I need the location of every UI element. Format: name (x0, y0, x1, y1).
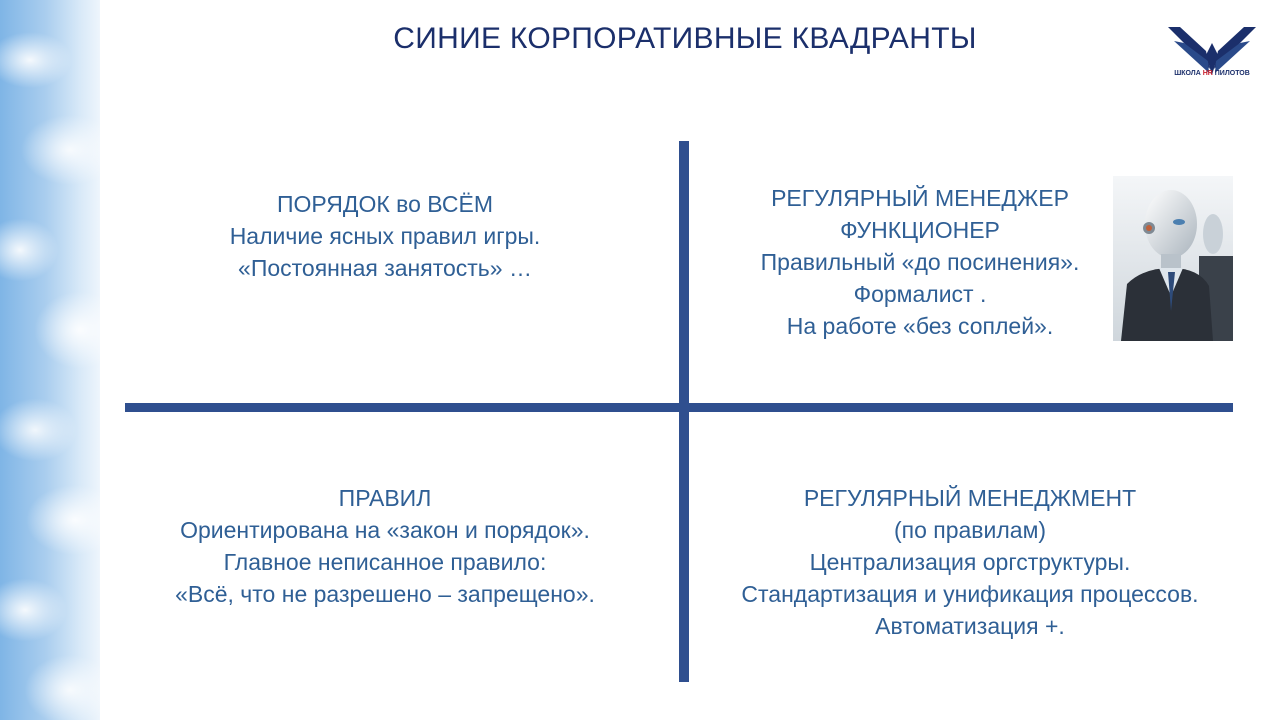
quadrant-top-left (140, 188, 630, 284)
logo-caption-part2: ПИЛОТОВ (1212, 70, 1250, 77)
horizontal-axis (125, 403, 1233, 412)
logo-caption-part1: ШКОЛА (1174, 70, 1203, 77)
quadrant-line: ФУНКЦИОНЕР (840, 217, 1000, 243)
quadrant-line: «Всё, что не разрешено – запрещено». (175, 581, 595, 607)
logo-caption-hr: HR (1202, 70, 1213, 77)
quadrant-line: Формалист . (853, 281, 987, 307)
logo-caption (1160, 70, 1264, 77)
quadrant-line: ПОРЯДОК во ВСЁМ (277, 191, 493, 217)
quadrant-line: Правильный «до посинения». (760, 249, 1080, 275)
quadrant-line: «Постоянная занятость» … (238, 255, 532, 281)
slide-title: СИНИЕ КОРПОРАТИВНЫЕ КВАДРАНТЫ (393, 22, 977, 55)
quadrant-line: Централизация оргструктуры. (809, 549, 1131, 575)
quadrant-line: Стандартизация и унификация процессов. (741, 581, 1199, 607)
quadrant-line: Главное неписанное правило: (223, 549, 547, 575)
quadrant-bottom-right (700, 482, 1240, 642)
robot-businessman-image (1113, 176, 1233, 341)
quadrant-line: РЕГУЛЯРНЫЙ МЕНЕДЖМЕНТ (803, 485, 1137, 511)
quadrant-line: Наличие ясных правил игры. (229, 223, 541, 249)
quadrant-line: РЕГУЛЯРНЫЙ МЕНЕДЖЕР (771, 185, 1069, 211)
sky-background-strip (0, 0, 100, 720)
quadrant-line: На работе «без соплей». (786, 313, 1054, 339)
quadrant-line: Автоматизация +. (875, 613, 1065, 639)
quadrant-top-right (700, 182, 1140, 342)
quadrant-line: ПРАВИЛ (338, 485, 432, 511)
quadrant-line: (по правилам) (893, 517, 1047, 543)
quadrant-bottom-left (130, 482, 640, 610)
quadrant-line: Ориентирована на «закон и порядок». (180, 517, 590, 543)
